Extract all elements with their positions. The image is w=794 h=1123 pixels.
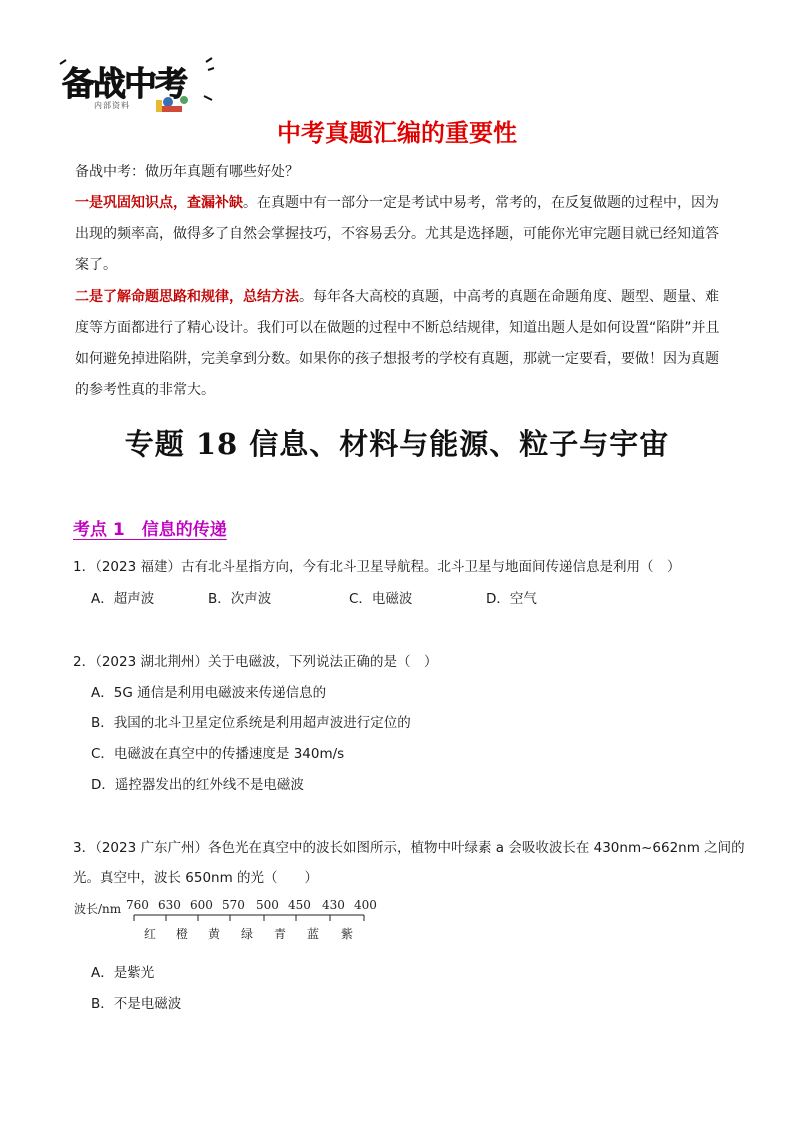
scale-tick-570: 570 xyxy=(222,898,245,912)
logo-subtext: 内部资料 xyxy=(94,101,130,110)
scale-color-blue: 蓝 xyxy=(307,927,320,941)
scale-unit-label: 波长/nm xyxy=(74,902,122,916)
question-3-stem-line-2: 光。真空中，波长 650nm 的光（ ） xyxy=(73,870,319,886)
intro-paragraph-1 xyxy=(75,188,725,281)
question-1-option-d: D．空气 xyxy=(486,591,537,607)
question-1-option-c: C．电磁波 xyxy=(349,591,413,607)
question-2-stem: 2．（2023 湖北荆州）关于电磁波，下列说法正确的是（ ） xyxy=(73,654,438,670)
wavelength-scale-figure xyxy=(74,895,394,945)
intro-paragraph-1-body: 。在真题中有一部分一定是考试中易考，常考的，在反复做题的过程中，因为出现的频率高，做得多了自然会掌握技巧，不容易丢分。尤其是选择题，可能你光审完题目就已经知道答案了。 xyxy=(75,195,719,273)
logo-text: 备战中考 xyxy=(62,64,186,103)
scale-color-green: 绿 xyxy=(241,927,254,941)
section-title: 专题 18 信息、材料与能源、粒子与宇宙 xyxy=(124,427,670,461)
question-1-option-b: B．次声波 xyxy=(208,591,272,607)
question-1-option-a: A．超声波 xyxy=(91,591,155,607)
scale-color-orange: 橙 xyxy=(176,927,189,941)
scale-tick-630: 630 xyxy=(158,898,181,912)
intro-paragraph-2-lead: 二是了解命题思路和规律，总结方法 xyxy=(75,289,299,305)
question-1-stem: 1．（2023 福建）古有北斗星指方向，今有北斗卫星导航程。北斗卫星与地面间传递信息是利用（ ） xyxy=(73,559,681,575)
scale-color-cyan: 青 xyxy=(274,927,287,941)
topic-heading: 考点 1 信息的传递 xyxy=(73,520,227,540)
scale-tick-600: 600 xyxy=(190,898,213,912)
question-2-option-a: A．5G 通信是利用电磁波来传递信息的 xyxy=(91,685,327,701)
scale-tick-400: 400 xyxy=(354,898,377,912)
scale-tick-500: 500 xyxy=(256,898,279,912)
question-3-stem-line-1: 3．（2023 广东广州）各色光在真空中的波长如图所示，植物中叶绿素 a 会吸收波长在 430nm~662nm 之间的 xyxy=(73,840,745,856)
question-2-option-d: D．遥控器发出的红外线不是电磁波 xyxy=(91,777,304,793)
question-3-option-a: A．是紫光 xyxy=(91,965,155,981)
question-3-option-b: B．不是电磁波 xyxy=(91,996,182,1012)
scale-color-violet: 紫 xyxy=(341,927,354,941)
scale-tick-760: 760 xyxy=(126,898,149,912)
logo xyxy=(56,56,216,116)
page-title: 中考真题汇编的重要性 xyxy=(277,119,517,147)
question-2-option-c: C．电磁波在真空中的传播速度是 340m/s xyxy=(91,746,345,762)
intro-question: 备战中考：做历年真题有哪些好处？ xyxy=(75,164,299,180)
intro-paragraph-2-body: 。每年各大高校的真题，中高考的真题在命题角度、题型、题量、难度等方面都进行了精心设计。我们可以在做题的过程中不断总结规律，知道出题人是如何设置“陷阱”并且如何避免掉进陷阱，完美拿到分数。如果你的孩子想报考的学校有真题，那就一定要看，要做！因为真题的参考性真的非常大。 xyxy=(75,289,720,398)
scale-color-yellow: 黄 xyxy=(208,927,221,941)
intro-paragraph-1-lead: 一是巩固知识点，查漏补缺 xyxy=(75,195,243,211)
question-2-option-b: B．我国的北斗卫星定位系统是利用超声波进行定位的 xyxy=(91,715,411,731)
intro-paragraph-2 xyxy=(75,282,725,406)
scale-color-red: 红 xyxy=(144,927,157,941)
scale-tick-450: 450 xyxy=(288,898,311,912)
scale-tick-430: 430 xyxy=(322,898,345,912)
